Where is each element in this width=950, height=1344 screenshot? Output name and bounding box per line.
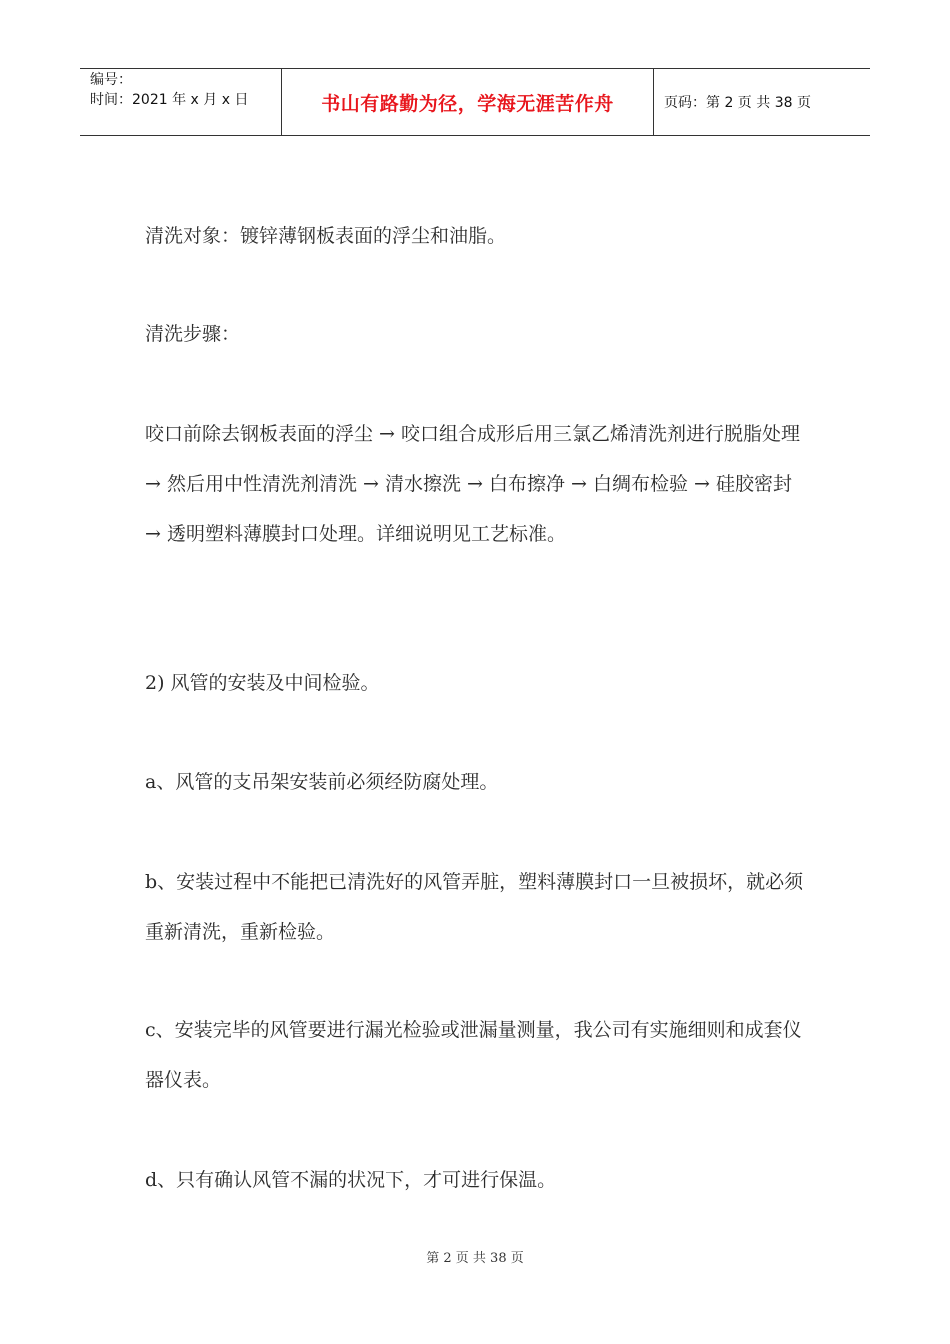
cleaning-object-paragraph: 清洗对象：镀锌薄钢板表面的浮尘和油脂。	[145, 225, 507, 247]
item-a-paragraph: a、风管的支吊架安装前必须经防腐处理。	[145, 771, 499, 793]
cleaning-steps-heading: 清洗步骤：	[145, 323, 241, 345]
page-info: 页码：第 2 页 共 38 页	[664, 95, 811, 111]
item-d-paragraph: d、只有确认风管不漏的状况下，才可进行保温。	[145, 1169, 557, 1191]
motto-text: 书山有路勤为径，学海无涯苦作舟	[321, 92, 614, 115]
date-label: 时间：2021 年 x 月 x 日	[90, 92, 249, 108]
header-meta-cell	[80, 69, 281, 135]
code-label: 编号：	[90, 72, 132, 88]
cleaning-steps-paragraph: 咬口前除去钢板表面的浮尘 → 咬口组合成形后用三氯乙烯清洗剂进行脱脂处理 → 然后用中性清洗剂清洗 → 清水擦洗 → 白布擦净 → 白绸布检验 → 硅胶密封 → 透明塑料薄膜封口处理。详细说明见工艺标准。	[145, 423, 801, 545]
page-footer: 第 2 页 共 38 页	[426, 1251, 524, 1266]
header-motto-cell	[281, 69, 654, 135]
item-c-paragraph: c、安装完毕的风管要进行漏光检验或泄漏量测量，我公司有实施细则和成套仪器仪表。	[145, 1019, 802, 1091]
section-heading-duct-install: 2) 风管的安装及中间检验。	[145, 672, 380, 694]
header-page-cell	[654, 69, 870, 135]
item-b-paragraph: b、安装过程中不能把已清洗好的风管弄脏，塑料薄膜封口一旦被损坏，就必须重新清洗，重新检验。	[145, 871, 804, 943]
page-header	[80, 68, 870, 136]
